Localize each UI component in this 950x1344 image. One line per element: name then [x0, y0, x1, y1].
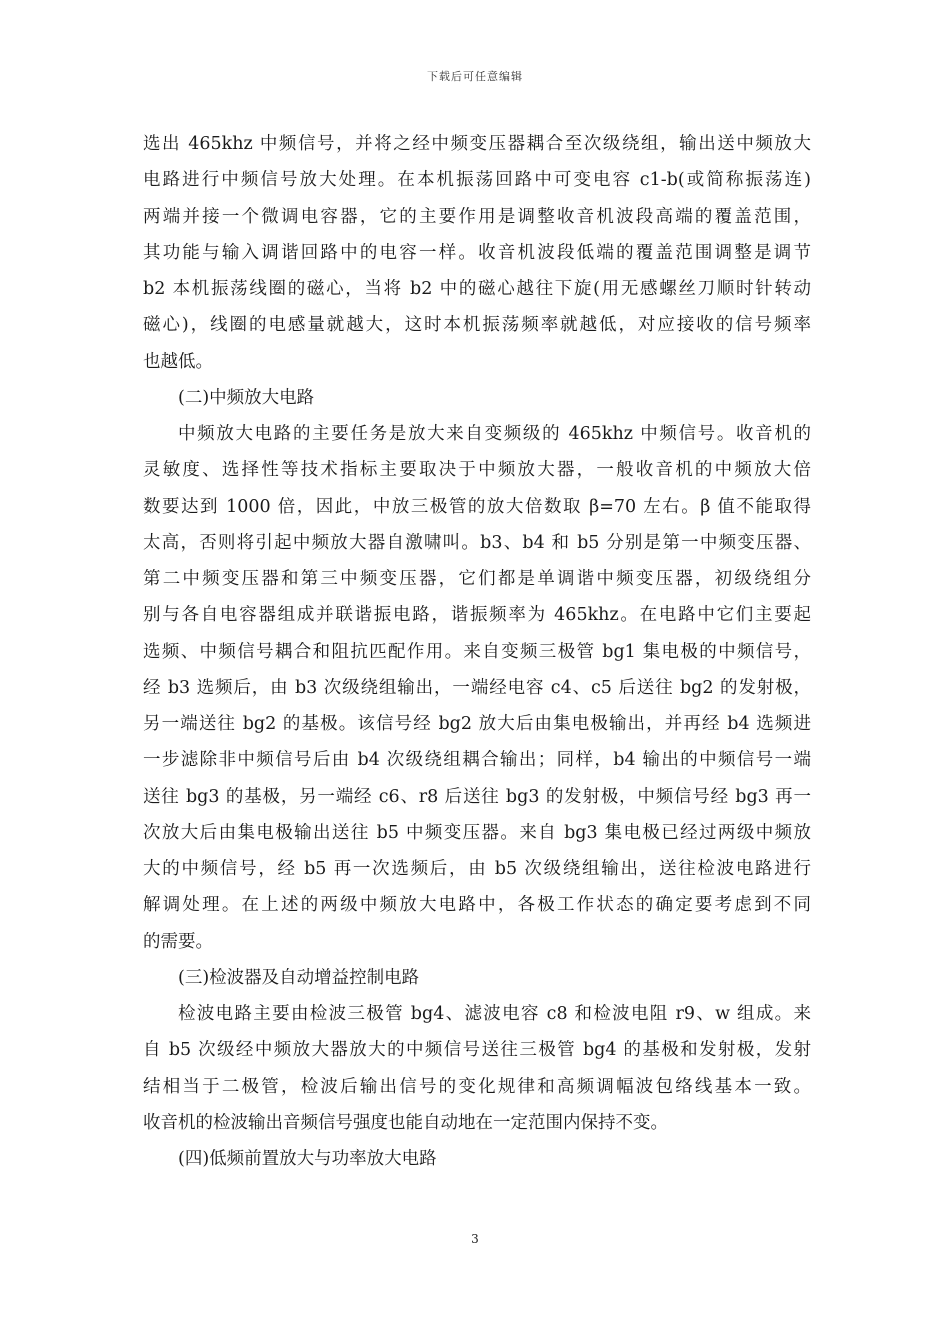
section-heading: (四)低频前置放大与功率放大电路 [178, 1149, 437, 1169]
text-line: 次放大后由集电极输出送往 b5 中频变压器。来自 bg3 集电极已经过两级中频放 [143, 822, 811, 843]
section-heading: (二)中频放大电路 [178, 387, 315, 408]
text-line: 选出 465khz 中频信号，并将之经中频变压器耦合至次级绕组，输出送中频放大 [143, 134, 811, 154]
text-line: b2 本机振荡线圈的磁心，当将 b2 中的磁心越往下旋(用无感螺丝刀顺时针转动 [143, 279, 811, 299]
section-heading: (三)检波器及自动增益控制电路 [178, 967, 420, 988]
text-line: 第二中频变压器和第三中频变压器，它们都是单调谐中频变压器，初级绕组分 [143, 569, 811, 589]
text-line: 其功能与输入调谐回路中的电容一样。收音机波段低端的覆盖范围调整是调节 [143, 242, 811, 263]
text-line: 一步滤除非中频信号后由 b4 次级绕组耦合输出；同样，b4 输出的中频信号一端 [143, 750, 811, 771]
text-line: 别与各自电容器组成并联谐振电路，谐振频率为 465khz。在电路中它们主要起 [143, 605, 811, 626]
page-header: 下载后可任意编辑 [427, 70, 523, 83]
text-line: 数要达到 1000 倍，因此，中放三极管的放大倍数取 β=70 左右。β 值不能取得 [143, 496, 811, 517]
text-line: 灵敏度、选择性等技术指标主要取决于中频放大器，一般收音机的中频放大倍 [143, 460, 811, 481]
text-line: 解调处理。在上述的两级中频放大电路中，各极工作状态的确定要考虑到不同 [143, 895, 811, 916]
text-line: 太高，否则将引起中频放大器自激啸叫。b3、b4 和 b5 分别是第一中频变压器、 [143, 532, 811, 553]
text-line: 另一端送往 bg2 的基极。该信号经 bg2 放大后由集电极输出，并再经 b4 选频进 [143, 714, 811, 734]
text-line: 检波电路主要由检波三极管 bg4、滤波电容 c8 和检波电阻 r9、w 组成。来 [178, 1004, 811, 1024]
body-text [143, 129, 811, 1180]
text-line: 自 b5 次级经中频放大器放大的中频信号送往三极管 bg4 的基极和发射极，发射 [143, 1040, 811, 1061]
text-line: 结相当于二极管，检波后输出信号的变化规律和高频调幅波包络线基本一致。 [143, 1076, 811, 1097]
text-line: 大的中频信号，经 b5 再一次选频后，由 b5 次级绕组输出，送往检波电路进行 [143, 859, 811, 879]
text-line: 磁心)，线圈的电感量就越大，这时本机振荡频率就越低，对应接收的信号频率 [143, 315, 811, 336]
text-line: 的需要。 [143, 931, 213, 952]
text-line: 两端并接一个微调电容器，它的主要作用是调整收音机波段高端的覆盖范围， [143, 206, 811, 227]
text-line: 中频放大电路的主要任务是放大来自变频级的 465khz 中频信号。收音机的 [178, 424, 811, 444]
text-line: 送往 bg3 的基极，另一端经 c6、r8 后送往 bg3 的发射极，中频信号经 bg3 再一 [143, 786, 811, 807]
text-line: 收音机的检波输出音频信号强度也能自动地在一定范围内保持不变。 [143, 1112, 668, 1133]
text-line: 电路进行中频信号放大处理。在本机振荡回路中可变电容 c1-b(或简称振荡连) [143, 170, 811, 191]
text-line: 选频、中频信号耦合和阻抗匹配作用。来自变频三极管 bg1 集电极的中频信号， [143, 641, 811, 662]
text-line: 经 b3 选频后，由 b3 次级绕组输出，一端经电容 c4、c5 后送往 bg2 的发射极， [143, 677, 811, 698]
page-number: 3 [471, 1232, 479, 1246]
text-line: 也越低。 [143, 351, 213, 372]
